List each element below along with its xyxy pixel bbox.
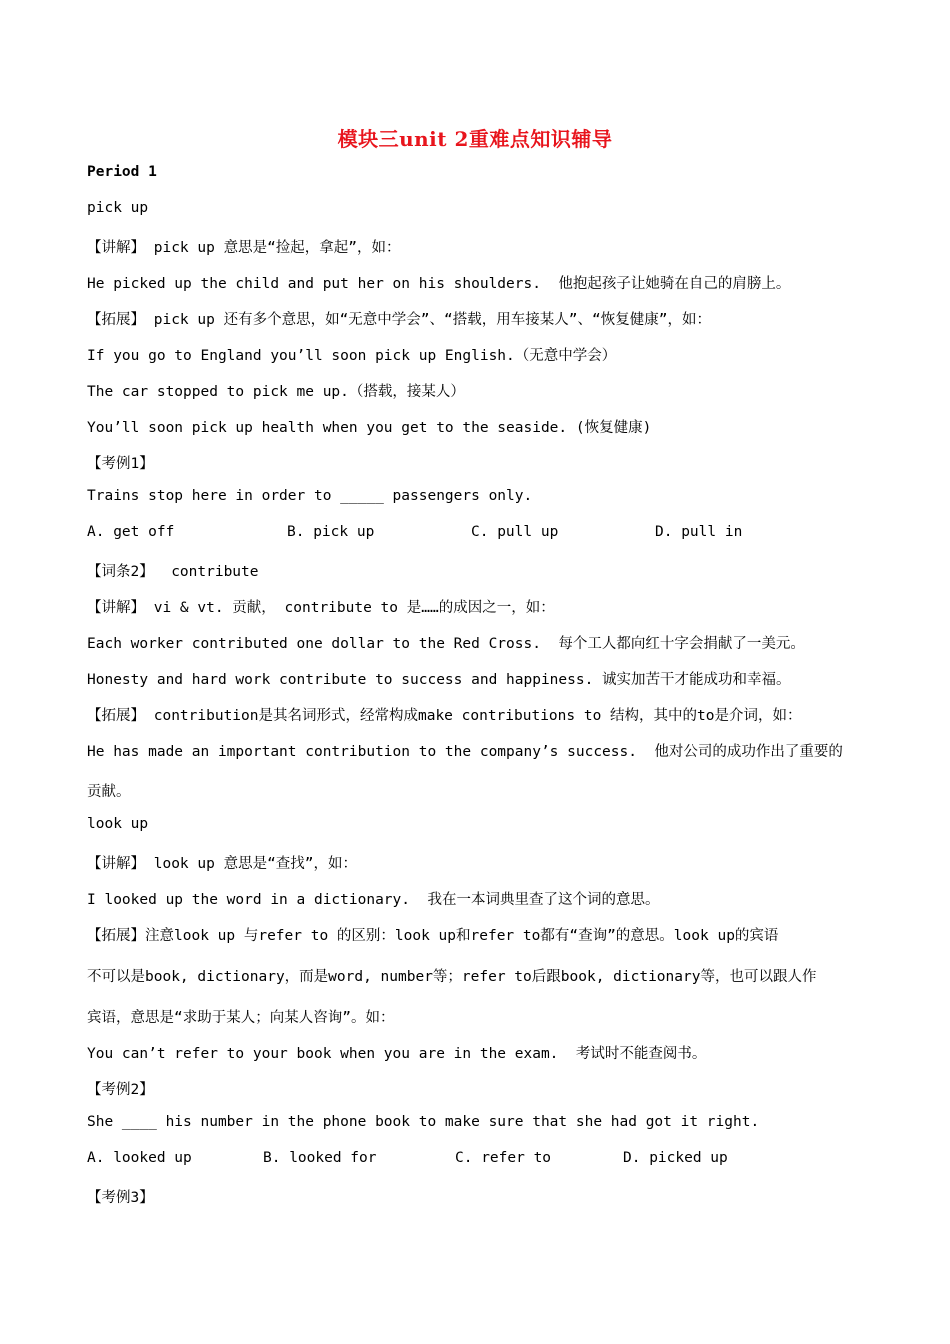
text-line: 【拓展】 contribution是其名词形式，经常构成make contributions to 结构，其中的to是介词，如： [87,708,802,724]
text-line: If you go to England you’ll soon pick up English.（无意中学会） [87,348,617,364]
text-line: 宾语，意思是“求助于某人；向某人咨询”。如： [87,1010,395,1026]
text-line: 【考例3】 [87,1190,154,1206]
text-line: 【考例1】 [87,456,154,472]
text-line: 【拓展】注意look up 与refer to 的区别：look up和refer to都有“查询”的意思。look up的宾语 [87,928,779,944]
text-line: pick up [87,200,149,216]
text-line: 不可以是book, dictionary，而是word, number等；refer to后跟book, dictionary等，也可以跟人作 [87,969,817,985]
text-line: 【词条2】 contribute [87,564,259,580]
option: C. refer to [455,1150,552,1166]
option: B. looked for [263,1150,377,1166]
text-line: I looked up the word in a dictionary. 我在一本词典里查了这个词的意思。 [87,892,660,908]
text-line: 【讲解】 look up 意思是“查找”，如： [87,856,358,872]
document-title: 模块三unit 2重难点知识辅导 [337,127,613,151]
text-line: 【讲解】 pick up 意思是“捡起，拿起”，如： [87,240,401,256]
text-line: 贡献。 [87,784,131,800]
text-line: look up [87,816,149,832]
text-line: You’ll soon pick up health when you get to the seaside. (恢复健康) [87,420,652,436]
text-line: 【讲解】 vi & vt. 贡献， contribute to 是……的成因之一，如： [87,600,555,616]
option: D. picked up [623,1150,728,1166]
period-heading: Period 1 [87,164,157,180]
text-line: Each worker contributed one dollar to the Red Cross. 每个工人都向红十字会捐献了一美元。 [87,636,805,652]
option: C. pull up [471,524,559,540]
option: D. pull in [655,524,743,540]
text-line: He picked up the child and put her on his shoulders. 他抱起孩子让她骑在自己的肩膀上。 [87,276,791,292]
text-line: Honesty and hard work contribute to success and happiness. 诚实加苦干才能成功和幸福。 [87,672,791,688]
text-line: The car stopped to pick me up.（搭载，接某人） [87,384,465,400]
text-line: 【拓展】 pick up 还有多个意思，如“无意中学会”、“搭载，用车接某人”、“恢复健康”，如： [87,312,711,328]
text-line: She ____ his number in the phone book to make sure that she had got it right. [87,1114,760,1130]
option: B. pick up [287,524,375,540]
option: A. get off [87,524,175,540]
text-line: 【考例2】 [87,1082,154,1098]
text-line: He has made an important contribution to the company’s success. 他对公司的成功作出了重要的 [87,744,843,760]
text-line: You can’t refer to your book when you are in the exam. 考试时不能查阅书。 [87,1046,707,1062]
option: A. looked up [87,1150,192,1166]
text-line: Trains stop here in order to _____ passengers only. [87,488,533,504]
